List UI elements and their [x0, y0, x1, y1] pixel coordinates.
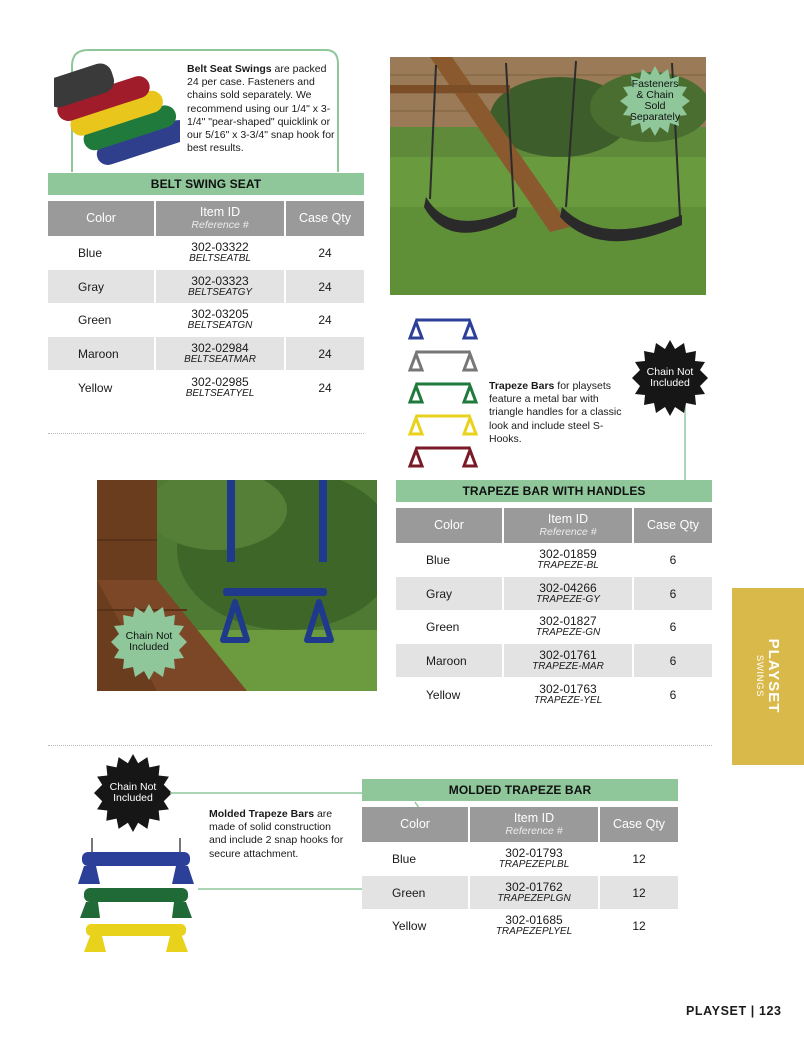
- table-row: [396, 678, 712, 711]
- col-qty-header: Case Qty: [286, 201, 364, 236]
- belt-swing-table: [48, 201, 364, 405]
- section-divider: [48, 745, 712, 746]
- row-color: Blue: [426, 552, 451, 567]
- col-qty-header: Case Qty: [600, 807, 678, 842]
- trapeze-bars-product-image: [406, 312, 480, 478]
- molded-trapeze-product-image: [78, 836, 196, 956]
- table-row: [48, 236, 364, 269]
- table-row: [48, 371, 364, 404]
- fasteners-chain-badge: Fasteners & Chain Sold Separately: [620, 66, 690, 136]
- molded-trapeze-title: MOLDED TRAPEZE BAR: [362, 779, 678, 801]
- col-qty-header: Case Qty: [634, 508, 712, 543]
- table-row: [362, 909, 678, 942]
- col-color-header: Color: [396, 508, 502, 543]
- page-footer: PLAYSET | 123: [686, 1004, 782, 1018]
- row-color: Blue: [78, 245, 103, 260]
- section-divider: [48, 433, 364, 434]
- molded-table: [362, 807, 678, 943]
- table-row: [48, 337, 364, 370]
- row-qty: 12: [632, 918, 646, 933]
- row-color: Green: [362, 876, 468, 909]
- row-color: Green: [426, 619, 460, 634]
- side-tab-title: PLAYSET: [765, 638, 782, 714]
- col-color-header: Color: [48, 201, 154, 236]
- row-qty: 24: [286, 337, 364, 370]
- section-side-tab: [732, 588, 804, 765]
- chain-not-included-badge: Chain Not Included: [632, 340, 708, 416]
- col-color-header: Color: [362, 807, 468, 842]
- row-color: Yellow: [78, 380, 113, 395]
- row-color: Green: [78, 312, 112, 327]
- row-color: Gray: [396, 577, 502, 610]
- side-tab-text: [754, 639, 782, 714]
- molded-description: Molded Trapeze Bars are made of solid construction and include 2 snap hooks for secure attachment.: [209, 808, 344, 860]
- row-item: 302-04266 TRAPEZE-GY: [504, 577, 632, 610]
- row-item: 302-01761 TRAPEZE-MAR: [504, 644, 632, 677]
- row-item: 302-01859 TRAPEZE-BL: [537, 546, 599, 571]
- table-row: [48, 303, 364, 336]
- row-item: 302-01685 TRAPEZEPLYEL: [495, 912, 573, 937]
- col-item-header: Item ID Reference #: [156, 201, 284, 236]
- row-qty: 24: [318, 380, 332, 395]
- row-qty: 12: [632, 851, 646, 866]
- row-qty: 24: [286, 270, 364, 303]
- row-color: Blue: [392, 851, 417, 866]
- molded-chain-not-included-badge: Chain Not Included: [94, 754, 172, 832]
- belt-description: Belt Seat Swings are packed 24 per case. Fasteners and chains sold separately. We recommend using our 1/4" x 3-1/4" "pear-shaped" quicklink or our 5/16" x 3-3/4" snap hook for best results.: [187, 63, 335, 155]
- row-qty: 6: [669, 552, 677, 567]
- row-item: 302-03205 BELTSEATGN: [187, 306, 253, 331]
- row-color: Yellow: [426, 687, 461, 702]
- row-qty: 24: [318, 312, 332, 327]
- row-item: 302-02985 BELTSEATYEL: [185, 374, 255, 399]
- table-row: [396, 644, 712, 677]
- row-qty: 6: [634, 577, 712, 610]
- table-row: [362, 842, 678, 875]
- table-row: [396, 610, 712, 643]
- side-tab-subtitle: SWINGS: [754, 654, 765, 698]
- row-item: 302-01827 TRAPEZE-GN: [535, 613, 601, 638]
- trapeze-table: [396, 508, 712, 712]
- table-row: [362, 876, 678, 909]
- row-item: 302-01793 TRAPEZEPLBL: [498, 845, 570, 870]
- row-item: 302-02984 BELTSEATMAR: [156, 337, 284, 370]
- row-qty: 6: [669, 687, 677, 702]
- row-item: 302-03322 BELTSEATBL: [189, 239, 251, 264]
- col-item-header: Item ID Reference #: [504, 508, 632, 543]
- row-item: 302-01762 TRAPEZEPLGN: [470, 876, 598, 909]
- row-item: 302-01763 TRAPEZE-YEL: [533, 681, 603, 706]
- table-row: [396, 577, 712, 610]
- belt-seat-product-image: [54, 54, 180, 168]
- belt-swing-seat-title: BELT SWING SEAT: [48, 173, 364, 195]
- trapeze-description: Trapeze Bars for playsets feature a metal bar with triangle handles for a classic look and include steel S-Hooks.: [489, 380, 622, 445]
- table-row: [396, 543, 712, 576]
- row-qty: 6: [669, 619, 677, 634]
- row-color: Gray: [48, 270, 154, 303]
- row-qty: 12: [600, 876, 678, 909]
- row-item: 302-03323 BELTSEATGY: [156, 270, 284, 303]
- row-color: Maroon: [48, 337, 154, 370]
- chain-not-included-badge-left: Chain Not Included: [111, 604, 187, 680]
- row-qty: 24: [318, 245, 332, 260]
- col-item-header: Item ID Reference #: [470, 807, 598, 842]
- row-qty: 6: [634, 644, 712, 677]
- row-color: Maroon: [396, 644, 502, 677]
- trapeze-bar-title: TRAPEZE BAR WITH HANDLES: [396, 480, 712, 502]
- row-color: Yellow: [392, 918, 427, 933]
- table-row: [48, 270, 364, 303]
